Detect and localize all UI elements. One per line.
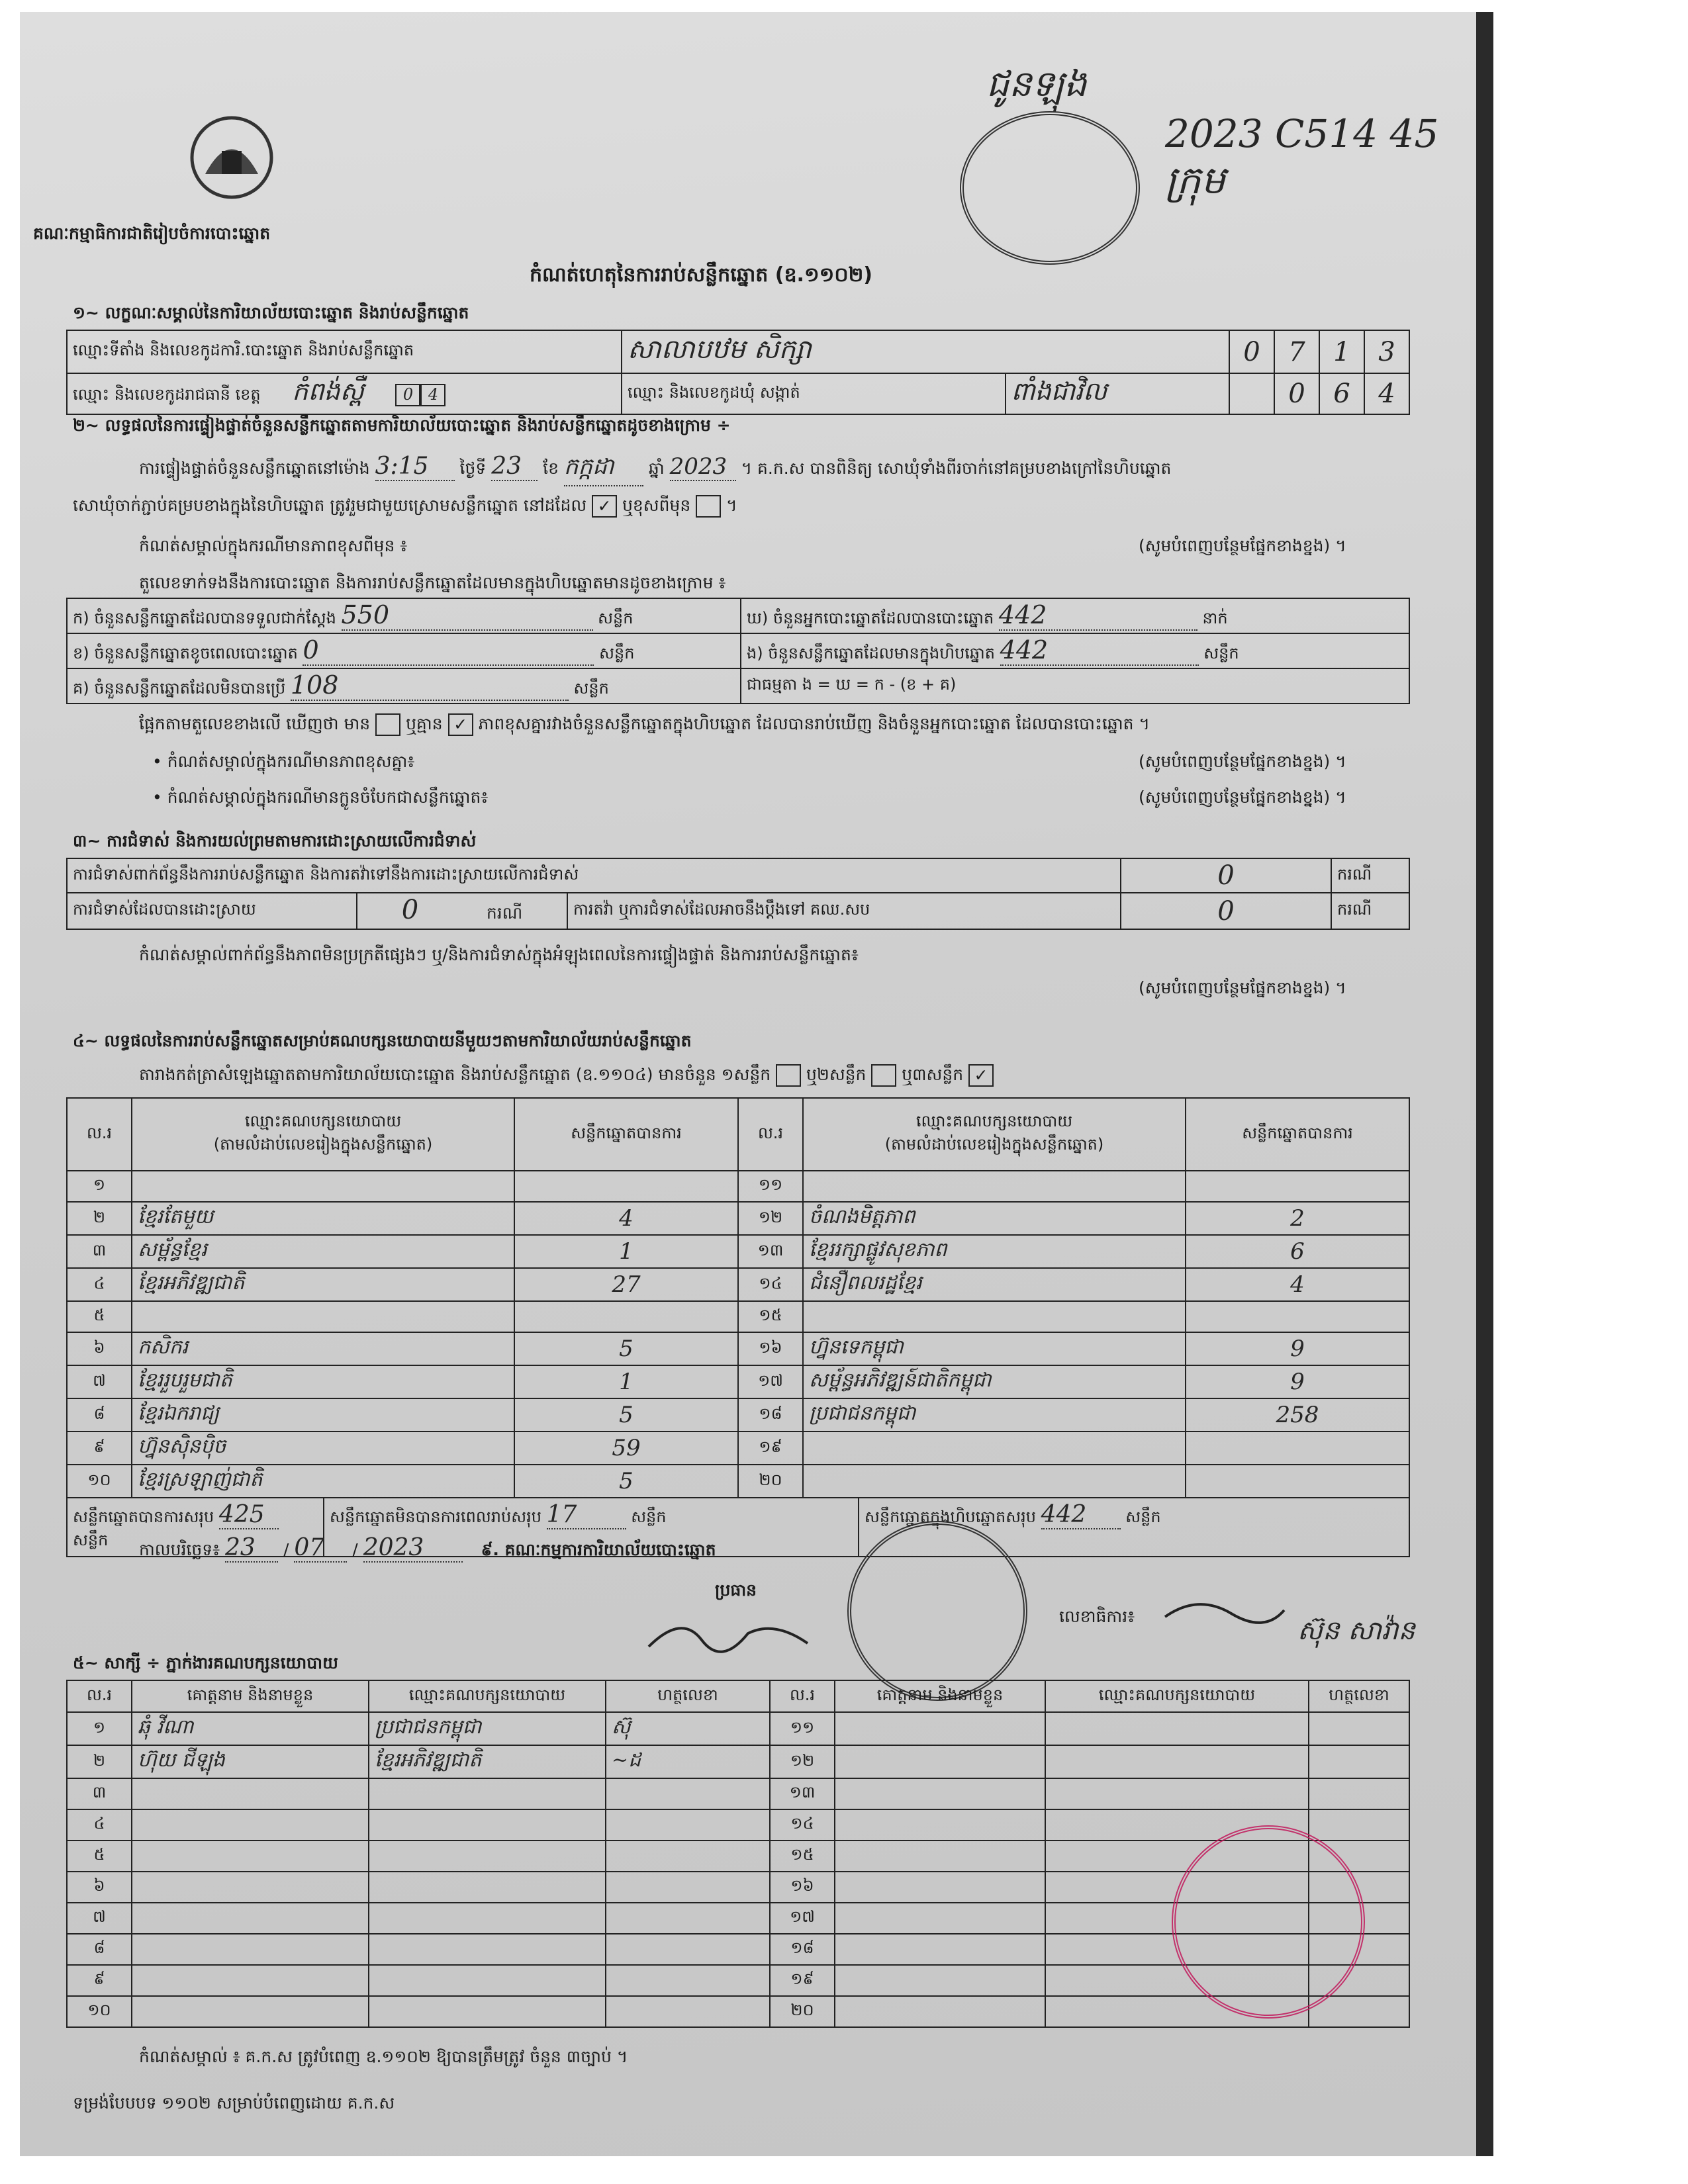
witness-name	[835, 1934, 1045, 1965]
witness-name	[132, 1778, 369, 1809]
party-number: ៨	[67, 1398, 132, 1432]
party-name: ខ្មែរស្រឡាញ់ជាតិ	[132, 1465, 514, 1498]
party-name	[803, 1171, 1186, 1202]
witness-number: ៨	[67, 1934, 132, 1965]
witness-number: ២	[67, 1745, 132, 1778]
received-row: ក) ចំនួនសន្លឹកឆ្នោតដែលបានទទួលជាក់ស្តែង 550 សន្លឹក	[67, 598, 741, 633]
commune-name: ពាំងជាវិល	[1006, 373, 1229, 414]
resolved-count: 0	[401, 895, 419, 925]
witness-number: ១៤	[770, 1809, 835, 1841]
objections-count: 0	[1121, 858, 1331, 893]
two-sheet-checkbox[interactable]	[871, 1064, 896, 1087]
witness-party	[369, 1778, 606, 1809]
witness-party: ខ្មែរអភិវឌ្ឍជាតិ	[369, 1745, 606, 1778]
party-name: ខ្មែរអភិវឌ្ឍជាតិ	[132, 1268, 514, 1301]
section5-title: ៥~ សាក្សី ÷ ភ្នាក់ងារគណបក្សនយោបាយ	[73, 1653, 338, 1672]
total-invalid: 17	[547, 1501, 626, 1529]
witness-party	[369, 1841, 606, 1872]
check-time-line: ការផ្ទៀងផ្ទាត់ចំនួនសន្លឹកឆ្នោតនៅម៉ោង 3:15 ថ្ងៃទី 23 ខែ កក្កដា ឆ្នាំ 2023 ។ គ.ក.ស បានពិនិត្យ សោឃុំទាំងពីរចាក់នៅគម្របខាងក្រៅនៃហិបឆ្នោត	[139, 452, 1171, 486]
party-votes: 1	[514, 1365, 738, 1398]
witness-number: ៣	[67, 1778, 132, 1809]
witness-name	[132, 1903, 369, 1934]
witness-number: ១២	[770, 1745, 835, 1778]
party-name: សម្ព័ន្ធអភិវឌ្ឍន៍ជាតិកម្ពុជា	[803, 1365, 1186, 1398]
table-row	[67, 1778, 1409, 1809]
witness-signature	[606, 1996, 770, 2027]
party-number: ៣	[67, 1235, 132, 1268]
unused-row: គ) ចំនួនសន្លឹកឆ្នោតដែលមិនបានប្រើ 108 សន្លឹក	[67, 668, 741, 704]
witness-signature	[1309, 1712, 1409, 1745]
party-number: ១៥	[738, 1301, 803, 1332]
party-name: ហ្វ៊ុនស៊ិនប៉ិច	[132, 1432, 514, 1465]
party-number: ១១	[738, 1171, 803, 1202]
witness-party	[369, 1965, 606, 1996]
form-title: កំណត់ហេតុនៃការរាប់សន្លឹកឆ្នោត (ឧ.១១០២)	[530, 263, 873, 287]
witness-party	[369, 1903, 606, 1934]
witness-signature: ស៊ុ	[606, 1712, 770, 1745]
party-votes: 5	[514, 1332, 738, 1365]
table-row	[67, 1202, 1409, 1235]
party-votes: 27	[514, 1268, 738, 1301]
witness-name	[835, 1996, 1045, 2027]
witness-name: ហ៊ុយ ជីឡុង	[132, 1745, 369, 1778]
witness-name	[132, 1934, 369, 1965]
lock-status-line: សោឃុំចាក់ភ្ជាប់គម្របខាងក្នុងនៃហិបឆ្នោត ត្រូវរួមជាមួយស្រោមសន្លឹកឆ្នោត នៅដដែល ✓ ឬខុសពីមុន ។	[73, 495, 737, 520]
bullet-fake-ballot: • កំណត់សម្គាល់ក្នុងករណីមានក្លូនចំបែកជាសន្លឹកឆ្នោត៖	[152, 788, 489, 807]
party-name	[132, 1171, 514, 1202]
party-name: ខ្មែរតែមួយ	[132, 1202, 514, 1235]
same-checkbox[interactable]: ✓	[592, 495, 617, 518]
witness-signature	[606, 1872, 770, 1903]
president-signature-icon	[642, 1607, 814, 1660]
party-number: ១៦	[738, 1332, 803, 1365]
party-name: ប្រជាជនកម្ពុជា	[803, 1398, 1186, 1432]
witness-number: ១០	[67, 1996, 132, 2027]
witness-signature	[606, 1809, 770, 1841]
one-sheet-checkbox[interactable]	[776, 1064, 801, 1087]
party-votes	[1186, 1171, 1409, 1202]
party-number: ១៨	[738, 1398, 803, 1432]
section2-title: ២~ លទ្ធផលនៃការផ្ទៀងផ្ទាត់ចំនួនសន្លឹកឆ្នោតតាមការិយាល័យបោះឆ្នោត និងរាប់សន្លឹកឆ្នោតដូចខាងក្រោម ÷	[73, 416, 731, 435]
witness-signature	[606, 1778, 770, 1809]
party-number: ១៤	[738, 1268, 803, 1301]
party-votes: 9	[1186, 1365, 1409, 1398]
party-number: ១២	[738, 1202, 803, 1235]
results-table: ល.រ ឈ្មោះគណបក្សនយោបាយ (តាមលំដាប់លេខរៀងក្នុងសន្លឹកឆ្នោត) សន្លឹកឆ្នោតបានការ ល.រ ឈ្មោះគណបក្សនយោបាយ (តាមលំដាប់លេខរៀងក្នុងសន្លឹកឆ្នោត) សន្លឹកឆ្នោតបានការ ១ ១១ ២ ខ្មែរតែមួយ 4 ១២ ចំណងមិត្តភាព 2 ៣ សម្ព័ន្ធខ្មែរ 1 ១៣ ខ្មែររក្សាផ្លូវសុខភាព 6 ៤ ខ្មែរអភិវឌ្ឍជាតិ 27 ១៤ ជំនឿពលរដ្ឋខ្មែរ 4 ៥ ១៥ ៦ កសិករ 5 ១៦ ហ្វ៊ុនទេកម្ពុជា 9 ៧ ខ្មែររួបរួមជាតិ 1 ១៧ សម្ព័ន្ធអភិវឌ្ឍន៍ជាតិកម្ពុជា 9 ៨ ខ្មែរឯករាជ្យ 5 ១៨ ប្រជាជនកម្ពុជា 258 ៩ ហ្វ៊ុនស៊ិនប៉ិច 59 ១៩ ១០ ខ្មែរស្រឡាញ់ជាតិ 5 ២០ សន្លឹកឆ្នោតបានការសរុប 425 សន្លឹក សន្លឹកឆ្នោតមិនបានការពេលរាប់សរុប 17 សន្លឹក សន្លឹកឆ្នោតក្នុងហិបឆ្នោតសរុប 442 សន្លឹក	[66, 1097, 1410, 1557]
table-row	[67, 1996, 1409, 2027]
witness-signature	[1309, 1778, 1409, 1809]
witness-number: ១១	[770, 1712, 835, 1745]
bullet-difference: • កំណត់សម្គាល់ក្នុងករណីមានភាពខុសគ្នា៖	[152, 752, 415, 771]
emblem-icon	[185, 111, 278, 204]
party-number: ២០	[738, 1465, 803, 1498]
witness-name: ឆុំ វីណា	[132, 1712, 369, 1745]
province-name: កំពង់ស្ពឺ	[292, 377, 364, 406]
witness-number: ២០	[770, 1996, 835, 2027]
witness-signature	[606, 1934, 770, 1965]
witness-table: ល.រ គោត្តនាម និងនាមខ្លួន ឈ្មោះគណបក្សនយោបាយ ហត្ថលេខា ល.រ គោត្តនាម និងនាមខ្លួន ឈ្មោះគណបក្សនយោបាយ ហត្ថលេខា ១ ឆុំ វីណា ប្រជាជនកម្ពុជា ស៊ុ ១១ ២ ហ៊ុយ ជីឡុង ខ្មែរអភិវឌ្ឍជាតិ ~ដ ១២ ៣ ១៣ ៤ ១៤ ៥ ១៥ ៦ ១៦ ៧ ១៧ ៨ ១៨ ៩ ១៩ ១០ ២០	[66, 1680, 1410, 2028]
party-number: ១៧	[738, 1365, 803, 1398]
table-row	[67, 1332, 1409, 1365]
secretary-signature-icon	[1158, 1590, 1291, 1630]
party-votes: 1	[514, 1235, 738, 1268]
witness-number: ៦	[67, 1872, 132, 1903]
table-row	[67, 1171, 1409, 1202]
party-votes: 2	[1186, 1202, 1409, 1235]
ballot-count-table	[66, 598, 1410, 704]
table-row	[67, 1235, 1409, 1268]
party-number: ៩	[67, 1432, 132, 1465]
different-checkbox[interactable]	[696, 495, 721, 518]
witness-name	[132, 1996, 369, 2027]
party-votes	[1186, 1301, 1409, 1332]
witness-name	[835, 1903, 1045, 1934]
party-votes: 5	[514, 1398, 738, 1432]
footnote: កំណត់សម្គាល់ ៖ គ.ក.ស ត្រូវបំពេញ ឧ.១១០២ ឱ្យបានត្រឹមត្រូវ ចំនួន ៣ច្បាប់ ។	[139, 2047, 628, 2066]
witness-name	[835, 1809, 1045, 1841]
table-row	[67, 1301, 1409, 1332]
witness-signature	[606, 1965, 770, 1996]
table-row	[67, 1809, 1409, 1841]
witness-party	[1045, 1712, 1309, 1745]
party-name	[132, 1301, 514, 1332]
witness-name	[835, 1778, 1045, 1809]
red-official-stamp	[1172, 1825, 1365, 2019]
witness-name	[835, 1872, 1045, 1903]
witness-signature	[1309, 1745, 1409, 1778]
witness-name	[132, 1965, 369, 1996]
objections-table: ការជំទាស់ពាក់ព័ន្ធនឹងការរាប់សន្លឹកឆ្នោត និងការតវ៉ាទៅនឹងការដោះស្រាយលើការជំទាស់ 0 ករណី ការជំទាស់ដែលបានដោះស្រាយ 0 ករណី ការតវ៉ា ឬការជំទាស់ដែលអាចនឹងប្តឹងទៅ គឈ.សប 0 ករណី	[66, 858, 1410, 930]
total-in-box: 442	[1041, 1501, 1121, 1529]
party-votes: 258	[1186, 1398, 1409, 1432]
party-name: ជំនឿពលរដ្ឋខ្មែរ	[803, 1268, 1186, 1301]
party-votes	[514, 1171, 738, 1202]
witness-party: ប្រជាជនកម្ពុជា	[369, 1712, 606, 1745]
witness-number: ១៣	[770, 1778, 835, 1809]
section1-title: ១~ លក្ខណៈសម្គាល់នៃការិយាល័យបោះឆ្នោត និងរាប់សន្លឹកឆ្នោត	[73, 303, 469, 322]
witness-party	[1045, 1745, 1309, 1778]
party-name: ខ្មែររួបរួមជាតិ	[132, 1365, 514, 1398]
table-row	[67, 1432, 1409, 1465]
witness-number: ១៧	[770, 1903, 835, 1934]
handwritten-top: ជូនឡុង	[986, 63, 1087, 105]
witness-party	[369, 1872, 606, 1903]
witness-name	[835, 1745, 1045, 1778]
form-footer: ទម្រង់បែបបទ ១១០២ សម្រាប់បំពេញដោយ គ.ក.ស	[73, 2093, 395, 2113]
witness-name	[132, 1841, 369, 1872]
section3-title: ៣~ ការជំទាស់ និងការយល់ព្រមតាមការដោះស្រាយលើការជំទាស់	[73, 831, 477, 850]
count-intro: តួលេខទាក់ទងនឹងការបោះឆ្នោត និងការរាប់សន្លឹកឆ្នោតដែលមានក្នុងហិបឆ្នោតមានដូចខាងក្រោម ៖	[139, 573, 726, 592]
party-name: កសិករ	[132, 1332, 514, 1365]
witness-party	[369, 1996, 606, 2027]
party-name	[803, 1432, 1186, 1465]
witness-name	[835, 1712, 1045, 1745]
difference-line: ផ្អែកតាមតួលេខខាងលើ ឃើញថា មាន ឬគ្មាន ✓ ភាពខុសគ្នារវាងចំនួនសន្លឹកឆ្នោតក្នុងហិបឆ្នោត ដែលបានរាប់ឃើញ និងចំនួនអ្នកបោះឆ្នោត ដែលបានបោះឆ្នោត ។	[139, 713, 1150, 738]
witness-party	[369, 1934, 606, 1965]
witness-number: ១៩	[770, 1965, 835, 1996]
party-votes: 59	[514, 1432, 738, 1465]
party-name: ហ្វ៊ុនទេកម្ពុជា	[803, 1332, 1186, 1365]
witness-name	[132, 1872, 369, 1903]
party-votes: 4	[514, 1202, 738, 1235]
party-number: ៦	[67, 1332, 132, 1365]
commission-name: គណៈកម្មាធិការជាតិរៀបចំការបោះឆ្នោត	[33, 224, 271, 243]
witness-signature	[1309, 1809, 1409, 1841]
official-stamp-middle	[847, 1521, 1027, 1701]
party-votes: 5	[514, 1465, 738, 1498]
irregularity-note: កំណត់សម្គាល់ពាក់ព័ន្ធនឹងភាពមិនប្រក្រតីផ្សេងៗ ឬ/និងការជំទាស់ក្នុងអំឡុងពេលនៃការផ្ទៀងផ្ទាត់ និងការរាប់សន្លឹកឆ្នោត៖	[139, 945, 859, 964]
table-row	[67, 1745, 1409, 1778]
total-valid: 425	[219, 1501, 279, 1529]
tally-sheets-line: តារាងកត់ត្រាសំឡេងឆ្នោតតាមការិយាល័យបោះឆ្នោត និងរាប់សន្លឹកឆ្នោត (ឧ.១១០៤) មានចំនួន ១សន្លឹក ឬ២សន្លឹក ឬ៣សន្លឹក ✓	[139, 1064, 994, 1089]
table-row	[67, 1268, 1409, 1301]
witness-party	[1045, 1778, 1309, 1809]
witness-signature	[606, 1841, 770, 1872]
witness-number: ៤	[67, 1809, 132, 1841]
form-sheet: គណៈកម្មាធិការជាតិរៀបចំការបោះឆ្នោត ជូនឡុង 2023 C514 45 ក្រុម កំណត់ហេតុនៃការរាប់សន្លឹកឆ្នោត (ឧ.១១០២) ១~ លក្ខណៈសម្គាល់នៃការិយាល័យបោះឆ្នោត និងរាប់សន្លឹកឆ្នោត ឈ្មោះទីតាំង និងលេខកូដការិ.បោះឆ្នោត និងរាប់សន្លឹកឆ្នោត សាលាបឋម សិក្សា 0 7 1 3 ឈ្មោះ និងលេខកូដរាជធានី ខេត្ត កំពង់ស្ពឺ 0 4 ឈ្មោះ និងលេខកូដឃុំ សង្កាត់ ពាំងជាវិល 0 6 4 ២~ លទ្ធផលនៃការផ្ទៀងផ្ទាត់ចំនួនសន្លឹកឆ្នោតតាមការិយាល័យបោះឆ្នោត និងរាប់សន្លឹកឆ្នោតដូចខាងក្រោម ÷ ការផ្ទៀងផ្ទាត់ចំនួនសន្លឹកឆ្នោតនៅម៉ោង 3:15 ថ្ងៃទី 23 ខែ កក្កដា ឆ្នាំ 2023 ។ គ.ក.ស បានពិនិត្យ សោឃុំទាំងពីរចាក់នៅគម្របខាងក្រៅនៃហិបឆ្នោត សោឃុំចាក់ភ្ជាប់គម្របខាងក្នុងនៃហិបឆ្នោត ត្រូវរួមជាមួយស្រោមសន្លឹកឆ្នោត នៅដដែល ✓ ឬខុសពីមុន ។ កំណត់សម្គាល់ក្នុងករណីមានភាពខុសពីមុន ៖ (សូមបំពេញបន្ថែមផ្នែកខាងខ្នង) ។ តួលេខទាក់ទងនឹងការបោះឆ្នោត និងការរាប់សន្លឹកឆ្នោតដែលមានក្នុងហិបឆ្នោតមានដូចខាងក្រោម ៖ ក) ចំនួនសន្លឹកឆ្នោតដែលបានទទួលជាក់ស្តែង 550 សន្លឹក ឃ) ចំនួនអ្នកបោះឆ្នោតដែលបានបោះឆ្នោត 442 នាក់ ខ) ចំនួនសន្លឹកឆ្នោតខូចពេលបោះឆ្នោត 0 សន្លឹក ង) ចំនួនសន្លឹកឆ្នោតដែលមានក្នុងហិបឆ្នោត 442 សន្លឹក គ) ចំនួនសន្លឹកឆ្នោតដែលមិនបានប្រើ 108 សន្លឹក ជាធម្មតា ង = ឃ = ក - (ខ + គ) ផ្អែកតាមតួលេខខាងលើ ឃើញថា មាន ឬគ្មាន ✓ ភាពខុសគ្នារវាងចំនួនសន្លឹកឆ្នោតក្នុងហិបឆ្នោត ដែលបានរាប់ឃើញ និងចំនួនអ្នកបោះឆ្នោត ដែលបានបោះឆ្នោត ។ • កំណត់សម្គាល់ក្នុងករណីមានភាពខុសគ្នា៖ (សូមបំពេញបន្ថែមផ្នែកខាងខ្នង) ។ • កំណត់សម្គាល់ក្នុងករណីមានក្លូនចំបែកជាសន្លឹកឆ្នោត៖ (សូមបំពេញបន្ថែមផ្នែកខាងខ្នង) ។ ៣~ ការជំទាស់ និងការយល់ព្រមតាមការដោះស្រាយលើការជំទាស់ ការជំទាស់ពាក់ព័ន្ធនឹងការរាប់សន្លឹកឆ្នោត និងការតវ៉ាទៅនឹងការដោះស្រាយលើការជំទាស់ 0 ករណី ការជំទាស់ដែលបានដោះស្រាយ 0 ករណី ការតវ៉ា ឬការជំទាស់ដែលអាចនឹងប្តឹងទៅ គឈ.សប 0 ករណី កំណត់សម្គាល់ពាក់ព័ន្ធនឹងភាពមិនប្រក្រតីផ្សេងៗ ឬ/និងការជំទាស់ក្នុងអំឡុងពេលនៃការផ្ទៀងផ្ទាត់ និងការរាប់សន្លឹកឆ្នោត៖ (សូមបំពេញបន្ថែមផ្នែកខាងខ្នង) ។ ៤~ លទ្ធផលនៃការរាប់សន្លឹកឆ្នោតសម្រាប់គណបក្សនយោបាយនីមួយៗតាមការិយាល័យរាប់សន្លឹកឆ្នោត តារាងកត់ត្រាសំឡេងឆ្នោតតាមការិយាល័យបោះឆ្នោត និងរាប់សន្លឹកឆ្នោត (ឧ.១១០៤) មានចំនួន ១សន្លឹក ឬ២សន្លឹក ឬ៣សន្លឹក ✓ ល.រ ឈ្មោះគណបក្សនយោបាយ (តាមលំដាប់លេខរៀងក្នុងសន្លឹកឆ្នោត) សន្លឹកឆ្នោតបានការ ល.រ ឈ្មោះគណបក្សនយោបាយ (តាមលំដាប់លេខរៀងក្នុងសន្លឹកឆ្នោត) សន្លឹកឆ្នោតបានការ ១ ១១ ២ ខ្មែរតែមួយ 4 ១២ ចំណងមិត្តភាព 2 ៣ សម្ព័ន្ធខ្មែរ 1 ១៣ ខ្មែររក្សាផ្លូវសុខភាព 6 ៤ ខ្មែរអភិវឌ្ឍជាតិ 27 ១៤ ជំនឿពលរដ្ឋខ្មែរ 4 ៥ ១៥ ៦ កសិករ 5 ១៦ ហ្វ៊ុនទេកម្ពុជា 9 ៧ ខ្មែររួបរួមជាតិ 1 ១៧ សម្ព័ន្ធអភិវឌ្ឍន៍ជាតិកម្ពុជា 9 ៨ ខ្មែរឯករាជ្យ 5 ១៨ ប្រជាជនកម្ពុជា 258 ៩ ហ្វ៊ុនស៊ិនប៉ិច 59 ១៩ ១០ ខ្មែរស្រឡាញ់ជាតិ 5 ២០ សន្លឹកឆ្នោតបានការសរុប 425 សន្លឹក សន្លឹកឆ្នោតមិនបានការពេលរាប់សរុប 17 សន្លឹក សន្លឹកឆ្នោតក្នុងហិបឆ្នោតសរុប 442 សន្លឹក កាលបរិច្ឆេទ៖ 23 / 07 / 2023 ៩. គណៈកម្មការការិយាល័យបោះឆ្នោត ប្រធាន លេខាធិការ៖ ស៊ុន សាវ៉ាន ៥~ សាក្សី ÷ ភ្នាក់ងារគណបក្សនយោបាយ ល.រ គោត្តនាម និងនាមខ្លួន ឈ្មោះគណបក្សនយោបាយ ហត្ថលេខា ល.រ គោត្តនាម និងនាមខ្លួន ឈ្មោះគណបក្សនយោបាយ ហត្ថលេខា ១ ឆុំ វីណា ប្រជាជនកម្ពុជា ស៊ុ ១១ ២ ហ៊ុយ ជីឡុង ខ្មែរអភិវឌ្ឍជាតិ ~ដ ១២ ៣ ១៣ ៤ ១៤ ៥ ១៥ ៦ ១៦ ៧ ១៧ ៨ ១៨ ៩ ១៩ ១០ ២០ កំណត់សម្គាល់ ៖ គ.ក.ស ត្រូវបំពេញ ឧ.១១០២ ឱ្យបានត្រឹមត្រូវ ចំនួន ៣ច្បាប់ ។ ទម្រង់បែបបទ ១១០២ សម្រាប់បំពេញដោយ គ.ក.ស	[20, 12, 1493, 2156]
party-number: ១៣	[738, 1235, 803, 1268]
table-row	[67, 1465, 1409, 1498]
witness-name	[835, 1965, 1045, 1996]
party-name	[803, 1301, 1186, 1332]
station-name: សាលាបឋម សិក្សា	[622, 330, 1229, 373]
witness-number: ៧	[67, 1903, 132, 1934]
party-name: សម្ព័ន្ធខ្មែរ	[132, 1235, 514, 1268]
formula: ជាធម្មតា ង = ឃ = ក - (ខ + គ)	[741, 668, 1409, 704]
witness-number: ១៨	[770, 1934, 835, 1965]
party-number: ២	[67, 1202, 132, 1235]
witness-signature	[606, 1903, 770, 1934]
party-votes: 9	[1186, 1332, 1409, 1365]
witness-number: ៥	[67, 1841, 132, 1872]
party-votes	[514, 1301, 738, 1332]
party-name: ចំណងមិត្តភាព	[803, 1202, 1186, 1235]
party-number: ១៩	[738, 1432, 803, 1465]
fill-hint: (សូមបំពេញបន្ថែមផ្នែកខាងខ្នង) ។	[1139, 536, 1346, 555]
witness-number: ១៥	[770, 1841, 835, 1872]
table-row	[67, 1365, 1409, 1398]
secretary-name: ស៊ុន សាវ៉ាន	[1297, 1615, 1415, 1646]
has-difference-checkbox[interactable]	[375, 713, 400, 736]
in-box-row: ង) ចំនួនសន្លឹកឆ្នោតដែលមានក្នុងហិបឆ្នោត 442 សន្លឹក	[741, 633, 1409, 668]
difference-note: កំណត់សម្គាល់ក្នុងករណីមានភាពខុសពីមុន ៖	[139, 536, 408, 555]
party-votes	[1186, 1432, 1409, 1465]
official-stamp-top	[960, 111, 1140, 265]
witness-name	[835, 1841, 1045, 1872]
witness-number: ៩	[67, 1965, 132, 1996]
witness-number: ១៦	[770, 1872, 835, 1903]
handwritten-ref: 2023 C514 45 ក្រុម	[1165, 111, 1439, 203]
president-label: ប្រធាន	[715, 1580, 757, 1600]
voters-row: ឃ) ចំនួនអ្នកបោះឆ្នោតដែលបានបោះឆ្នោត 442 នាក់	[741, 598, 1409, 633]
table-row	[67, 1712, 1409, 1745]
party-number: ៧	[67, 1365, 132, 1398]
section4-title: ៤~ លទ្ធផលនៃការរាប់សន្លឹកឆ្នោតសម្រាប់គណបក្សនយោបាយនីមួយៗតាមការិយាល័យរាប់សន្លឹកឆ្នោត	[73, 1031, 692, 1050]
party-name: ខ្មែរឯករាជ្យ	[132, 1398, 514, 1432]
party-number: ៤	[67, 1268, 132, 1301]
party-number: ៥	[67, 1301, 132, 1332]
party-name: ខ្មែររក្សាផ្លូវសុខភាព	[803, 1235, 1186, 1268]
witness-name	[132, 1809, 369, 1841]
party-votes	[1186, 1465, 1409, 1498]
party-votes: 4	[1186, 1268, 1409, 1301]
witness-number: ១	[67, 1712, 132, 1745]
section1-table: ឈ្មោះទីតាំង និងលេខកូដការិ.បោះឆ្នោត និងរាប់សន្លឹកឆ្នោត សាលាបឋម សិក្សា 0 7 1 3 ឈ្មោះ និងលេខកូដរាជធានី ខេត្ត កំពង់ស្ពឺ 0 4 ឈ្មោះ និងលេខកូដឃុំ សង្កាត់ ពាំងជាវិល 0 6 4	[66, 330, 1410, 415]
date-line: កាលបរិច្ឆេទ៖ 23 / 07 / 2023 ៩. គណៈកម្មការការិយាល័យបោះឆ្នោត	[139, 1534, 716, 1561]
no-difference-checkbox[interactable]: ✓	[448, 713, 473, 736]
witness-party	[369, 1809, 606, 1841]
party-votes: 6	[1186, 1235, 1409, 1268]
three-sheet-checkbox[interactable]: ✓	[968, 1064, 994, 1087]
witness-signature: ~ដ	[606, 1745, 770, 1778]
table-row	[67, 1398, 1409, 1432]
spoiled-row: ខ) ចំនួនសន្លឹកឆ្នោតខូចពេលបោះឆ្នោត 0 សន្លឹក	[67, 633, 741, 668]
party-name	[803, 1465, 1186, 1498]
party-number: ១០	[67, 1465, 132, 1498]
appeal-count: 0	[1121, 893, 1331, 929]
secretary-label: លេខាធិការ៖	[1059, 1607, 1135, 1626]
party-number: ១	[67, 1171, 132, 1202]
